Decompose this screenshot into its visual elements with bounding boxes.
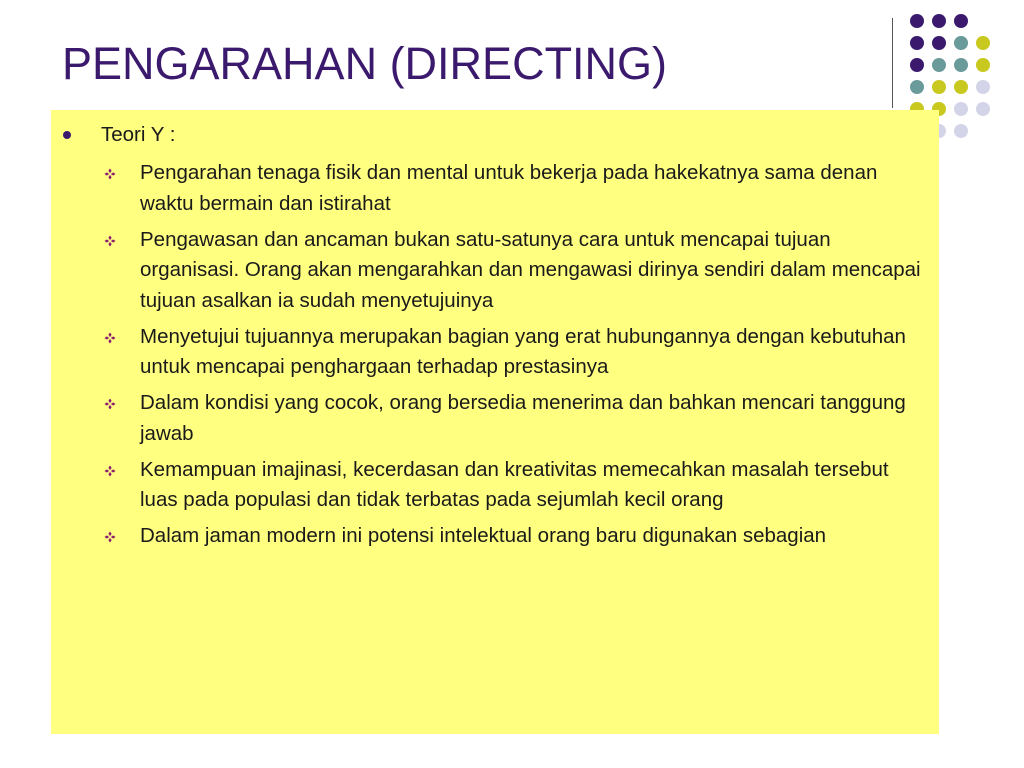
decorative-dot [932,80,946,94]
filled-circle-icon [63,131,71,139]
sub-bullet-text: Kemampuan imajinasi, kecerdasan dan kreativitas memecahkan masalah tersebut luas pada populasi dan tidak terbatas pada sejumlah kecil orang [140,457,889,511]
decorative-dot [954,14,968,28]
decorative-dot [976,58,990,72]
decorative-dot [910,80,924,94]
bullet-list [51,122,939,557]
sub-bullet-item [51,455,939,516]
sub-bullet-text: Dalam kondisi yang cocok, orang bersedia menerima dan bahkan mencari tanggung jawab [140,391,906,445]
diamond-cluster-icon [104,465,116,477]
decorative-dot [910,14,924,28]
decorative-dot [976,80,990,94]
diamond-cluster-icon [104,168,116,180]
decorative-dot [954,102,968,116]
main-bullet-item [51,122,939,148]
sub-bullet-item [51,388,939,449]
decorative-dot [954,80,968,94]
sub-bullet-text: Pengarahan tenaga fisik dan mental untuk bekerja pada hakekatnya sama denan waktu bermain dan istirahat [140,161,878,215]
decorative-dot [976,36,990,50]
decorative-dot [976,102,990,116]
decorative-dot [910,58,924,72]
decorative-dot [954,124,968,138]
content-panel [51,110,939,734]
sub-bullet-item [51,322,939,383]
decorative-dot [954,58,968,72]
main-bullet-text: Teori Y : [101,123,176,146]
slide-title: PENGARAHAN (DIRECTING) [62,38,668,89]
sub-bullet-item [51,521,939,552]
sub-bullet-item [51,225,939,317]
decorative-dot [932,14,946,28]
sub-bullet-list [51,158,939,552]
decorative-dot [954,36,968,50]
decorative-dot [932,36,946,50]
diamond-cluster-icon [104,235,116,247]
decorative-dot [910,36,924,50]
diamond-cluster-icon [104,332,116,344]
sub-bullet-text: Dalam jaman modern ini potensi intelektual orang baru digunakan sebagian [140,524,827,547]
diamond-cluster-icon [104,398,116,410]
sub-bullet-text: Pengawasan dan ancaman bukan satu-satunya cara untuk mencapai tujuan organisasi. Orang akan mengarahkan dan mengawasi dirinya sendiri dalam mencapai tujuan asalkan ia sudah menyetujuinya [140,227,921,312]
decorative-dot [932,58,946,72]
sub-bullet-text: Menyetujui tujuannya merupakan bagian yang erat hubungannya dengan kebutuhan untuk mencapai penghargaan terhadap prestasinya [140,324,906,378]
diamond-cluster-icon [104,531,116,543]
sub-bullet-item [51,158,939,219]
title-divider-line [892,18,893,108]
